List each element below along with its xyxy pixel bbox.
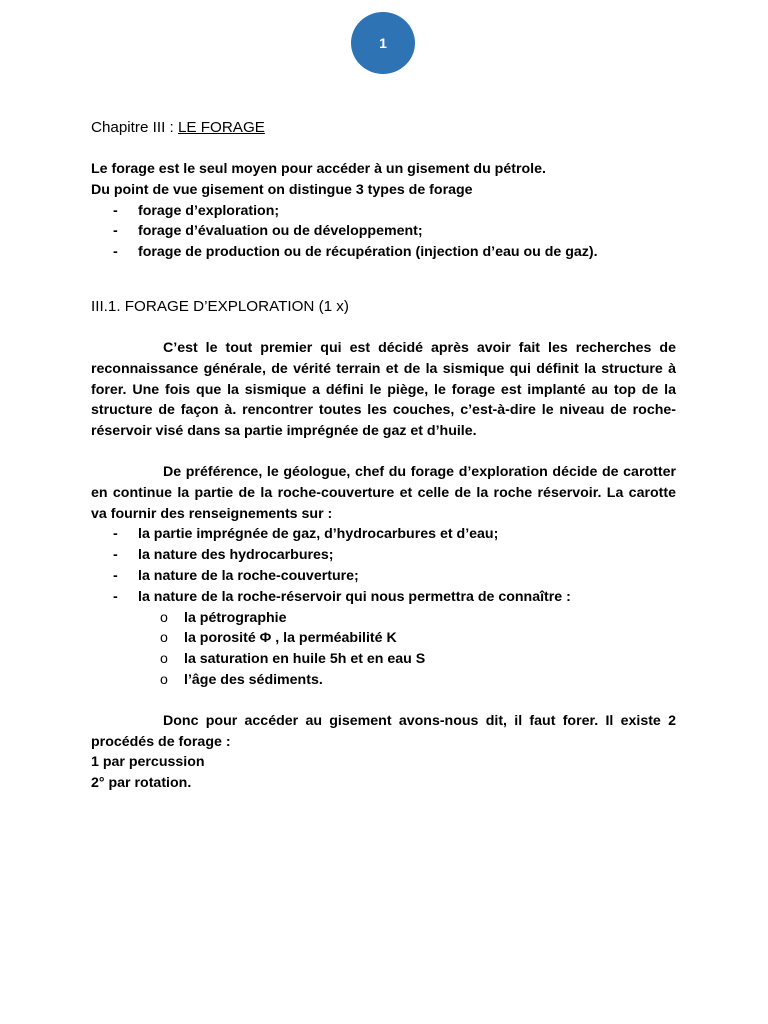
circle-marker: o	[160, 630, 168, 647]
paragraph-2: De préférence, le géologue, chef du forage d’exploration décide de carotter en continue la partie de la roche-couverture et celle de la roche réservoir. La carotte va fournir des renseignements sur :	[91, 463, 676, 522]
chapter-heading	[91, 117, 676, 139]
list-item	[91, 242, 676, 263]
list-item-text: forage d’exploration;	[138, 202, 280, 219]
list-item	[91, 524, 676, 545]
sub-list-item	[91, 649, 676, 670]
list-item-text: la nature des hydrocarbures;	[138, 547, 334, 564]
dash-marker: -	[113, 567, 118, 584]
section-body	[91, 338, 676, 794]
list-item	[91, 587, 676, 608]
sub-list-item-text: l’âge des sédiments.	[184, 671, 323, 688]
sub-list	[91, 608, 676, 691]
list-item-text: forage d’évaluation ou de développement;	[138, 223, 423, 240]
circle-marker: o	[160, 671, 168, 688]
page-number-badge	[351, 12, 415, 74]
dash-marker: -	[113, 244, 118, 261]
intro-line-2: Du point de vue gisement on distingue 3 types de forage	[91, 181, 473, 198]
sub-list-item-text: la saturation en huile 5h et en eau S	[184, 651, 426, 668]
list-item-text: forage de production ou de récupération (injection d’eau ou de gaz).	[138, 244, 598, 261]
list-item-text: la nature de la roche-réservoir qui nous permettra de connaître :	[138, 588, 571, 605]
dash-marker: -	[113, 202, 118, 219]
circle-marker: o	[160, 651, 168, 668]
dash-marker: -	[113, 526, 118, 543]
dash-marker: -	[113, 547, 118, 564]
sub-list-item	[91, 608, 676, 629]
chapter-prefix: Chapitre III :	[91, 119, 178, 136]
method-2: 2° par rotation.	[91, 775, 192, 792]
dash-marker: -	[113, 223, 118, 240]
sub-list-item	[91, 628, 676, 649]
circle-marker: o	[160, 609, 168, 626]
forage-types-list	[91, 201, 676, 263]
list-item	[91, 566, 676, 587]
list-item	[91, 545, 676, 566]
intro-line-1: Le forage est le seul moyen pour accéder à un gisement du pétrole.	[91, 161, 546, 177]
page-number: 1	[379, 34, 387, 51]
dash-marker: -	[113, 588, 118, 605]
paragraph-1: C’est le tout premier qui est décidé après avoir fait les recherches de reconnaissance générale, de vérité terrain et de la sismique qui définit la structure à forer. Une fois que la sismique a défini le piège, le forage est implanté au top de la structure de façon à. rencontrer toutes les couches, c’est-à-dire le niveau de roche-réservoir visé dans sa partie imprégnée de gaz et d’huile.	[91, 339, 676, 440]
list-item-text: la partie imprégnée de gaz, d’hydrocarbures et d’eau;	[138, 526, 499, 543]
intro-block	[91, 159, 676, 263]
document-body	[91, 117, 676, 794]
method-1: 1 par percussion	[91, 754, 205, 771]
info-list	[91, 524, 676, 607]
paragraph-3: Donc pour accéder au gisement avons-nous dit, il faut forer. Il existe 2 procédés de forage :	[91, 712, 676, 750]
list-item	[91, 221, 676, 242]
sub-list-item	[91, 670, 676, 691]
list-item-text: la nature de la roche-couverture;	[138, 567, 359, 584]
chapter-title: LE FORAGE	[177, 119, 265, 136]
section-heading: III.1. FORAGE D’EXPLORATION (1 x)	[91, 297, 349, 315]
list-item	[91, 201, 676, 222]
sub-list-item-text: la pétrographie	[184, 609, 287, 626]
sub-list-item-text: la porosité Φ , la perméabilité K	[184, 630, 397, 647]
